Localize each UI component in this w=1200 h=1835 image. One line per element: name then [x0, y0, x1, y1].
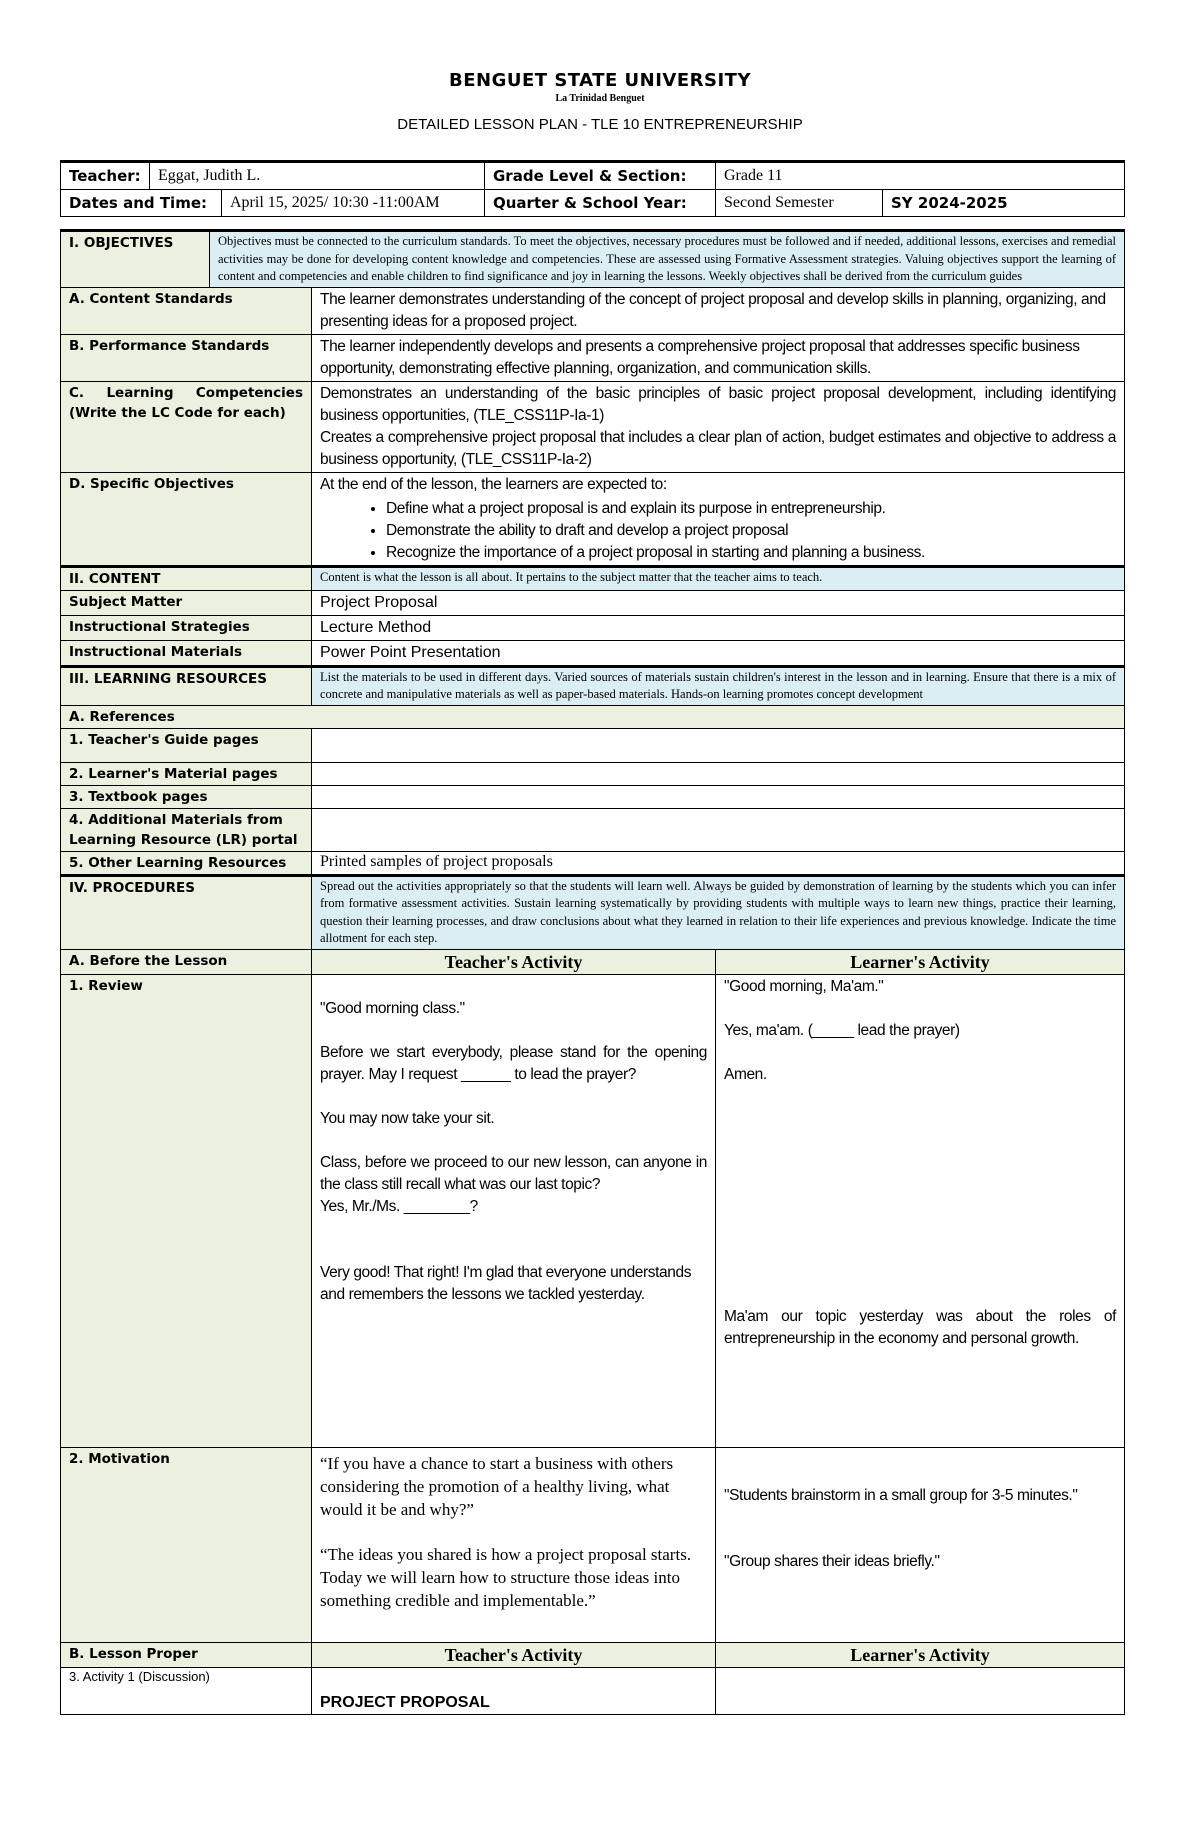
instructional-strategies-value[interactable]: Lecture Method — [312, 615, 1125, 640]
teacher-label: Teacher: — [61, 162, 150, 190]
lesson-plan-table — [60, 229, 1125, 1715]
textbook-row — [61, 785, 1125, 808]
subject-matter-row — [61, 590, 1125, 615]
activity-learner-activity[interactable] — [716, 1667, 1125, 1714]
resources-label: III. LEARNING RESOURCES — [61, 666, 312, 705]
subject-matter-label: Subject Matter — [61, 590, 312, 615]
grade-value[interactable]: Grade 11 — [716, 162, 1125, 190]
plan-title: DETAILED LESSON PLAN - TLE 10 ENTREPRENEURSHIP — [397, 116, 803, 133]
dates-label: Dates and Time: — [61, 190, 222, 217]
grade-label: Grade Level & Section: — [485, 162, 716, 190]
resources-header-row — [61, 666, 1125, 705]
review-learner-line: "Good morning, Ma'am." — [724, 977, 884, 995]
teacher-row — [61, 162, 1125, 190]
content-standards-text[interactable]: The learner demonstrates understanding of the concept of project proposal and develop skills in planning, organizing, and presenting ideas for a proposed project. — [312, 287, 1125, 334]
teachers-guide-label: 1. Teacher's Guide pages — [61, 728, 312, 762]
instructional-strategies-row — [61, 615, 1125, 640]
instructional-materials-value[interactable]: Power Point Presentation — [312, 640, 1125, 666]
review-teacher-line: You may now take your sit. — [320, 1109, 495, 1127]
quarter-value[interactable]: Second Semester — [716, 190, 883, 217]
teacher-info-table — [60, 160, 1125, 217]
motivation-teacher-line: “If you have a chance to start a business with others considering the promotion of a healthy living, what would it be and why?” — [320, 1453, 674, 1519]
teacher-value[interactable]: Eggat, Judith L. — [150, 162, 485, 190]
specific-objectives-intro: At the end of the lesson, the learners are expected to: — [320, 475, 667, 493]
competencies-label: C. Learning Competencies (Write the LC Code for each) — [61, 381, 312, 472]
references-row — [61, 705, 1125, 728]
dates-row — [61, 190, 1125, 217]
competency-1: Demonstrates an understanding of the basic principles of basic project proposal development, including identifying business opportunities, (TLE_CSS11P-Ia-1) — [320, 384, 1116, 424]
content-label: II. CONTENT — [61, 566, 312, 590]
university-name: BENGUET STATE UNIVERSITY — [449, 70, 751, 91]
activity-teacher-activity[interactable]: PROJECT PROPOSAL — [312, 1667, 716, 1714]
procedures-header-row — [61, 875, 1125, 949]
activity-label: 3. Activity 1 (Discussion) — [61, 1667, 312, 1714]
teachers-guide-row — [61, 728, 1125, 762]
motivation-teacher-activity[interactable] — [312, 1447, 716, 1642]
before-lesson-label: A. Before the Lesson — [61, 949, 312, 974]
learner-activity-header: Learner's Activity — [716, 1642, 1125, 1667]
other-resources-value[interactable]: Printed samples of project proposals — [312, 851, 1125, 875]
other-resources-label: 5. Other Learning Resources — [61, 851, 312, 875]
lr-portal-value[interactable] — [312, 808, 1125, 851]
motivation-learner-line: "Group shares their ideas briefly." — [724, 1552, 940, 1570]
activity-row — [61, 1667, 1125, 1714]
lr-portal-label: 4. Additional Materials from Learning Resource (LR) portal — [61, 808, 312, 851]
review-learner-line: Yes, ma'am. (_____ lead the prayer) — [724, 1021, 960, 1039]
content-standards-row — [61, 287, 1125, 334]
performance-standards-text[interactable]: The learner independently develops and presents a comprehensive project proposal that addresses specific business opportunity, demonstrating effective planning, organization, and communication skills. — [312, 334, 1125, 381]
learners-material-label: 2. Learner's Material pages — [61, 762, 312, 785]
content-header-row — [61, 566, 1125, 590]
list-item: • Recognize the importance of a project proposal in starting and planning a business. — [386, 542, 1116, 564]
motivation-row — [61, 1447, 1125, 1642]
motivation-label: 2. Motivation — [61, 1447, 312, 1642]
list-item: • Define what a project proposal is and explain its purpose in entrepreneurship. — [386, 498, 1116, 520]
review-teacher-line: "Good morning class." — [320, 999, 465, 1017]
learner-activity-header: Learner's Activity — [716, 949, 1125, 974]
content-standards-label: A. Content Standards — [61, 287, 312, 334]
references-label: A. References — [61, 705, 1125, 728]
specific-objectives-label: D. Specific Objectives — [61, 472, 312, 566]
specific-objectives-row — [61, 472, 1125, 566]
teacher-activity-header: Teacher's Activity — [312, 949, 716, 974]
teachers-guide-value[interactable] — [312, 728, 1125, 762]
content-note: Content is what the lesson is all about. It pertains to the subject matter that the teacher aims to teach. — [312, 566, 1125, 590]
university-location: La Trinidad Benguet — [555, 93, 645, 104]
competencies-text[interactable] — [312, 381, 1125, 472]
teacher-activity-header: Teacher's Activity — [312, 1642, 716, 1667]
objectives-header-row — [61, 231, 1125, 288]
quarter-label: Quarter & School Year: — [485, 190, 716, 217]
learners-material-value[interactable] — [312, 762, 1125, 785]
objectives-label: I. OBJECTIVES — [61, 231, 210, 288]
motivation-learner-activity[interactable] — [716, 1447, 1125, 1642]
lr-portal-row — [61, 808, 1125, 851]
specific-objectives-list — [320, 498, 1116, 564]
review-teacher-line: Yes, Mr./Ms. ________? — [320, 1197, 478, 1215]
subject-matter-value[interactable]: Project Proposal — [312, 590, 1125, 615]
review-label: 1. Review — [61, 974, 312, 1447]
textbook-value[interactable] — [312, 785, 1125, 808]
review-learner-activity[interactable] — [716, 974, 1125, 1447]
lesson-proper-row — [61, 1642, 1125, 1667]
motivation-teacher-line: “The ideas you shared is how a project proposal starts. Today we will learn how to structure those ideas into something credible and implementable.” — [320, 1544, 692, 1610]
competency-2: Creates a comprehensive project proposal that includes a clear plan of action, budget estimates and objective to address a business opportunity, (TLE_CSS11P-Ia-2) — [320, 428, 1116, 468]
resources-note: List the materials to be used in different days. Varied sources of materials sustain children's interest in the lesson and in learning. Ensure that there is a mix of concrete and manipulative materials as well as paper-based materials. Hands-on learning promotes concept development — [312, 666, 1125, 705]
lesson-proper-label: B. Lesson Proper — [61, 1642, 312, 1667]
review-learner-line: Amen. — [724, 1065, 767, 1083]
school-year-value[interactable]: SY 2024-2025 — [883, 190, 1125, 217]
review-teacher-line: Before we start everybody, please stand for the opening prayer. May I request ______ to lead the prayer? — [320, 1043, 707, 1083]
performance-standards-label: B. Performance Standards — [61, 334, 312, 381]
before-lesson-row — [61, 949, 1125, 974]
other-resources-row — [61, 851, 1125, 875]
instructional-strategies-label: Instructional Strategies — [61, 615, 312, 640]
review-teacher-activity[interactable] — [312, 974, 716, 1447]
review-learner-line: Ma'am our topic yesterday was about the roles of entrepreneurship in the economy and personal growth. — [724, 1307, 1116, 1347]
procedures-note: Spread out the activities appropriately so that the students will learn well. Always be guided by demonstration of learning by the students which you can infer from formative assessment activities. Sustain learning systematically by providing students with multiple ways to learn new things, practice their learning, question their learning processes, and draw conclusions about what they learned in relation to their life experiences and previous knowledge. Indicate the time allotment for each step. — [312, 875, 1125, 949]
list-item: • Demonstrate the ability to draft and develop a project proposal — [386, 520, 1116, 542]
review-teacher-line: Class, before we proceed to our new lesson, can anyone in the class still recall what was our last topic? — [320, 1153, 707, 1193]
competencies-row — [61, 381, 1125, 472]
dates-value[interactable]: April 15, 2025/ 10:30 -11:00AM — [222, 190, 485, 217]
performance-standards-row — [61, 334, 1125, 381]
review-teacher-line: Very good! That right! I'm glad that everyone understands and remembers the lessons we tackled yesterday. — [320, 1263, 692, 1303]
textbook-label: 3. Textbook pages — [61, 785, 312, 808]
learners-material-row — [61, 762, 1125, 785]
instructional-materials-label: Instructional Materials — [61, 640, 312, 666]
specific-objectives-text[interactable] — [312, 472, 1125, 566]
objectives-note: Objectives must be connected to the curriculum standards. To meet the objectives, necessary procedures must be followed and if needed, additional lessons, exercises and remedial activities may be done for developing content knowledge and competencies. These are assessed using Formative Assessment strategies. Valuing objectives support the learning of content and competencies and enable children to find significance and joy in learning the lessons. Weekly objectives shall be derived from the curriculum guides — [210, 231, 1125, 288]
procedures-label: IV. PROCEDURES — [61, 875, 312, 949]
instructional-materials-row — [61, 640, 1125, 666]
review-row — [61, 974, 1125, 1447]
motivation-learner-line: "Students brainstorm in a small group for 3-5 minutes." — [724, 1486, 1078, 1504]
